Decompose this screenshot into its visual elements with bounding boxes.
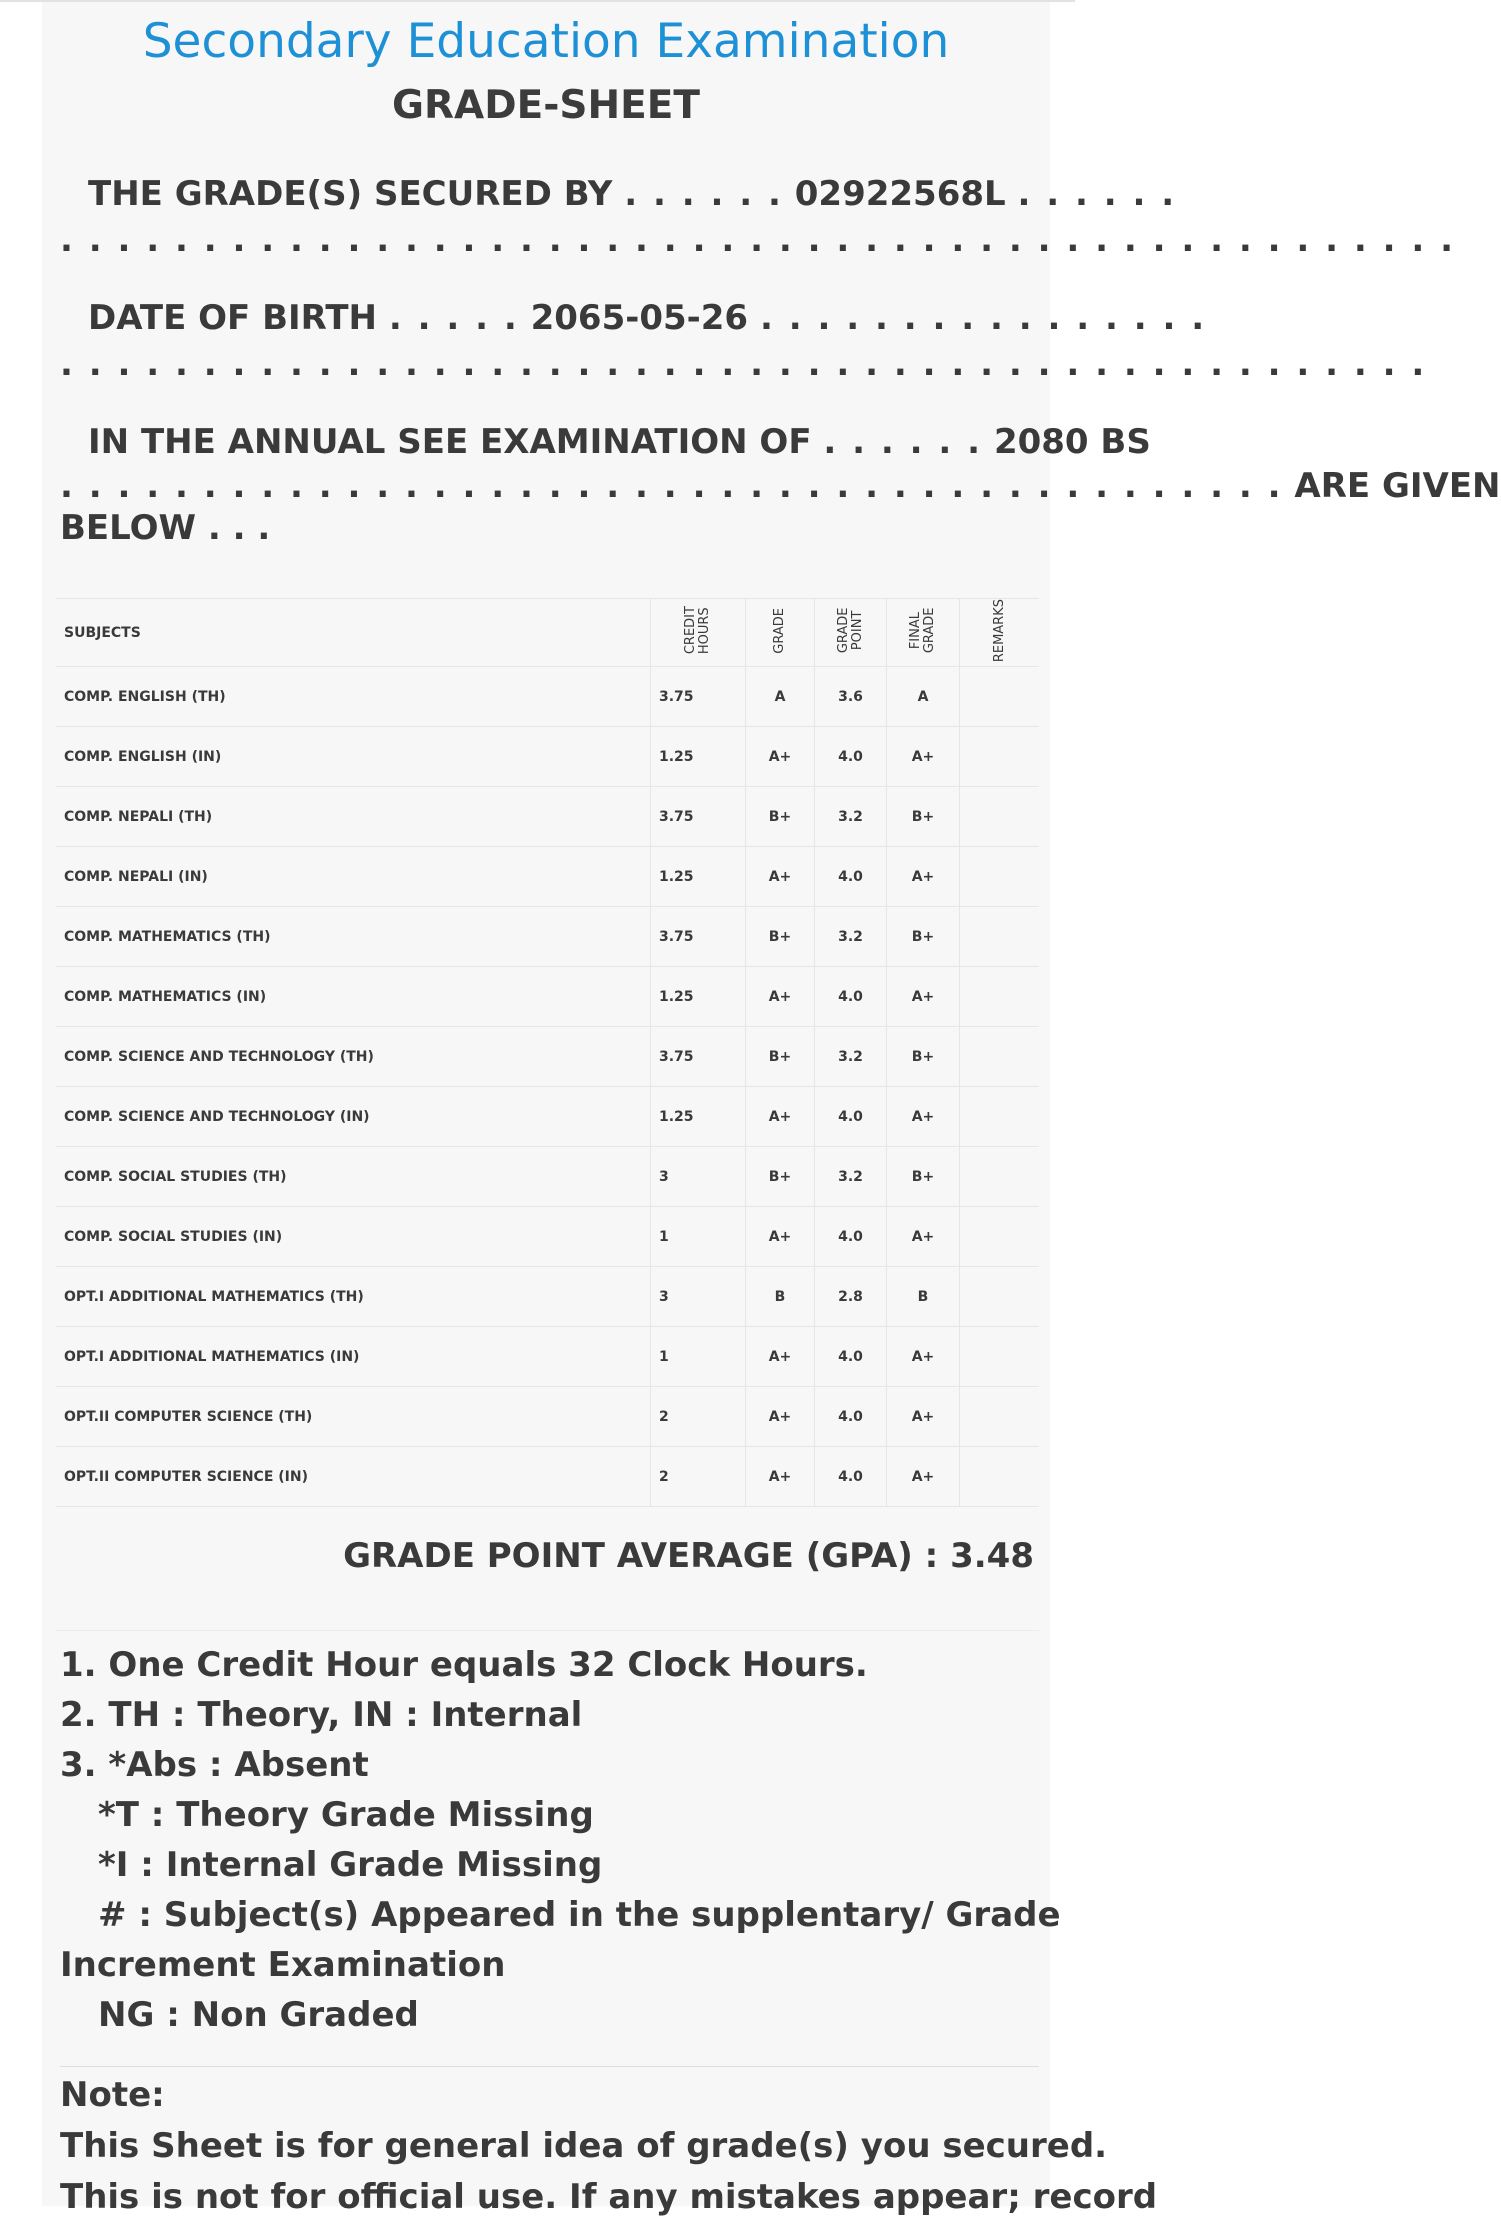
- credit-hours-header-label: CREDIT HOURS: [683, 606, 712, 655]
- remarks-cell: [960, 847, 1040, 907]
- grade-sheet-heading: GRADE-SHEET: [391, 83, 701, 128]
- table-row: [56, 1207, 1039, 1267]
- remarks-header-label: REMARKS: [991, 599, 1007, 663]
- note-item: 3. *Abs : Absent: [60, 1745, 369, 1785]
- subject-cell: COMP. ENGLISH (TH): [56, 667, 651, 727]
- subject-cell: COMP. MATHEMATICS (TH): [56, 907, 651, 967]
- final-grade-cell: B+: [887, 907, 960, 967]
- table-row: [56, 967, 1039, 1027]
- final-grade-cell: B+: [887, 787, 960, 847]
- credit-hours-cell: 1.25: [651, 967, 746, 1027]
- subject-cell: COMP. SOCIAL STUDIES (IN): [56, 1207, 651, 1267]
- grade-cell: A+: [746, 1327, 815, 1387]
- note-item: NG : Non Graded: [98, 1995, 419, 2035]
- exam-line: [88, 420, 1151, 464]
- remarks-header: [960, 599, 1040, 667]
- table-row: [56, 667, 1039, 727]
- exam-label: IN THE ANNUAL SEE EXAMINATION OF: [88, 422, 812, 462]
- subject-cell: OPT.I ADDITIONAL MATHEMATICS (TH): [56, 1267, 651, 1327]
- grade-point-cell: 4.0: [815, 727, 887, 787]
- subject-cell: COMP. SCIENCE AND TECHNOLOGY (TH): [56, 1027, 651, 1087]
- grade-cell: A+: [746, 1207, 815, 1267]
- grade-header-label: GRADE: [772, 607, 787, 654]
- dot-leader: . . . . . .: [1017, 174, 1177, 214]
- grade-cell: A+: [746, 1387, 815, 1447]
- final-grade-cell: A+: [887, 1207, 960, 1267]
- dob-label: DATE OF BIRTH: [88, 298, 377, 338]
- grade-point-cell: 3.2: [815, 1147, 887, 1207]
- exam-title: Secondary Education Examination: [142, 14, 950, 69]
- credit-hours-cell: 3.75: [651, 667, 746, 727]
- dot-leader: . . . . . .: [624, 174, 783, 214]
- subject-cell: OPT.II COMPUTER SCIENCE (TH): [56, 1387, 651, 1447]
- credit-hours-cell: 2: [651, 1447, 746, 1507]
- table-row: [56, 1267, 1039, 1327]
- grade-point-cell: 3.2: [815, 1027, 887, 1087]
- dot-leader: . . . . .: [388, 298, 519, 338]
- grade-cell: B: [746, 1267, 815, 1327]
- remarks-cell: [960, 967, 1040, 1027]
- grade-cell: A+: [746, 727, 815, 787]
- table-row: [56, 1027, 1039, 1087]
- grade-point-cell: 3.2: [815, 907, 887, 967]
- note-item: # : Subject(s) Appeared in the supplentary/ Grade: [98, 1895, 1061, 1935]
- divider: [56, 1630, 1039, 1631]
- note-item: *I : Internal Grade Missing: [98, 1845, 603, 1885]
- grade-point-cell: 2.8: [815, 1267, 887, 1327]
- credit-hours-cell: 3.75: [651, 907, 746, 967]
- dot-leader: . . . . . . . . . . . . . . . .: [759, 298, 1207, 338]
- final-grade-cell: A+: [887, 1327, 960, 1387]
- gpa-value: 3.48: [950, 1536, 1034, 1576]
- grade-cell: A: [746, 667, 815, 727]
- remarks-cell: [960, 1447, 1040, 1507]
- credit-hours-cell: 2: [651, 1387, 746, 1447]
- table-row: [56, 727, 1039, 787]
- final-grade-header-label: FINAL GRADE: [908, 607, 937, 654]
- credit-hours-cell: 1.25: [651, 847, 746, 907]
- remarks-cell: [960, 667, 1040, 727]
- subject-cell: OPT.II COMPUTER SCIENCE (IN): [56, 1447, 651, 1507]
- remarks-cell: [960, 1207, 1040, 1267]
- credit-hours-cell: 3: [651, 1147, 746, 1207]
- grade-point-cell: 4.0: [815, 1387, 887, 1447]
- final-grade-cell: B+: [887, 1027, 960, 1087]
- remarks-cell: [960, 1327, 1040, 1387]
- subjects-header: SUBJECTS: [56, 599, 651, 667]
- credit-hours-cell: 1: [651, 1207, 746, 1267]
- remarks-cell: [960, 1027, 1040, 1087]
- subject-cell: COMP. MATHEMATICS (IN): [56, 967, 651, 1027]
- exam-year: 2080 BS: [993, 422, 1151, 462]
- credit-hours-cell: 1.25: [651, 727, 746, 787]
- credit-hours-cell: 1.25: [651, 1087, 746, 1147]
- dot-leader-line: . . . . . . . . . . . . . . . . . . . . . . . . . . . . . . . . . . . . . . . . . . . . . . . . .: [60, 220, 1456, 260]
- are-given-text: ARE GIVEN: [1294, 466, 1501, 506]
- grade-cell: B+: [746, 1147, 815, 1207]
- note-item: *T : Theory Grade Missing: [98, 1795, 594, 1835]
- secured-by-line: [88, 172, 1176, 216]
- grade-cell: B+: [746, 1027, 815, 1087]
- grade-point-cell: 4.0: [815, 1087, 887, 1147]
- table-row: [56, 1387, 1039, 1447]
- dob-line: [88, 296, 1206, 340]
- dot-leader: . . . . . . . . . . . . . . . . . . . . . . . . . . . . . . . . . . . . . . . . . . .: [60, 466, 1283, 506]
- table-row: [56, 1447, 1039, 1507]
- grade-point-cell: 3.2: [815, 787, 887, 847]
- final-grade-cell: A+: [887, 1447, 960, 1507]
- remarks-cell: [960, 1387, 1040, 1447]
- grade-point-header: [815, 599, 887, 667]
- grade-cell: B+: [746, 787, 815, 847]
- disclaimer-line: This Sheet is for general idea of grade(s) you secured.: [60, 2126, 1108, 2166]
- grade-point-cell: 3.6: [815, 667, 887, 727]
- note-item: Increment Examination: [60, 1945, 506, 1985]
- gpa-line: [343, 1534, 1034, 1578]
- divider: [60, 2066, 1039, 2067]
- disclaimer: [60, 2070, 1158, 2223]
- grade-point-cell: 4.0: [815, 1447, 887, 1507]
- remarks-cell: [960, 907, 1040, 967]
- grade-cell: B+: [746, 907, 815, 967]
- table-header-row: [56, 599, 1039, 667]
- gpa-label: GRADE POINT AVERAGE (GPA) :: [343, 1536, 939, 1576]
- subject-cell: COMP. SCIENCE AND TECHNOLOGY (IN): [56, 1087, 651, 1147]
- credit-hours-cell: 3.75: [651, 787, 746, 847]
- subject-cell: COMP. NEPALI (IN): [56, 847, 651, 907]
- grade-header: [746, 599, 815, 667]
- remarks-cell: [960, 1147, 1040, 1207]
- subject-cell: COMP. NEPALI (TH): [56, 787, 651, 847]
- credit-hours-cell: 1: [651, 1327, 746, 1387]
- grades-table: [56, 598, 1039, 1507]
- credit-hours-cell: 3.75: [651, 1027, 746, 1087]
- final-grade-header: [887, 599, 960, 667]
- grade-point-cell: 4.0: [815, 967, 887, 1027]
- final-grade-cell: A+: [887, 1087, 960, 1147]
- final-grade-cell: B: [887, 1267, 960, 1327]
- note-item: 2. TH : Theory, IN : Internal: [60, 1695, 583, 1735]
- subject-cell: COMP. SOCIAL STUDIES (TH): [56, 1147, 651, 1207]
- remarks-cell: [960, 1267, 1040, 1327]
- disclaimer-heading: Note:: [60, 2075, 165, 2115]
- table-row: [56, 907, 1039, 967]
- remarks-cell: [960, 727, 1040, 787]
- exam-line-2: [60, 464, 1501, 508]
- final-grade-cell: A+: [887, 1387, 960, 1447]
- symbol-number: 02922568L: [794, 174, 1006, 214]
- grade-sheet-card: [42, 2, 1501, 2217]
- notes-list: [60, 1640, 1061, 2040]
- remarks-cell: [960, 787, 1040, 847]
- final-grade-cell: A: [887, 667, 960, 727]
- dot-leader: . . . . . .: [823, 422, 983, 462]
- table-row: [56, 1327, 1039, 1387]
- subject-cell: OPT.I ADDITIONAL MATHEMATICS (IN): [56, 1327, 651, 1387]
- grade-cell: A+: [746, 1447, 815, 1507]
- credit-hours-header: [651, 599, 746, 667]
- note-item: 1. One Credit Hour equals 32 Clock Hours.: [60, 1645, 868, 1685]
- final-grade-cell: B+: [887, 1147, 960, 1207]
- grade-point-cell: 4.0: [815, 1327, 887, 1387]
- table-row: [56, 1087, 1039, 1147]
- dob-value: 2065-05-26: [530, 298, 749, 338]
- grade-cell: A+: [746, 967, 815, 1027]
- final-grade-cell: A+: [887, 847, 960, 907]
- subject-cell: COMP. ENGLISH (IN): [56, 727, 651, 787]
- remarks-cell: [960, 1087, 1040, 1147]
- secured-by-label: THE GRADE(S) SECURED BY: [88, 174, 613, 214]
- final-grade-cell: A+: [887, 727, 960, 787]
- table-row: [56, 847, 1039, 907]
- grade-cell: A+: [746, 847, 815, 907]
- grade-point-header-label: GRADE POINT: [835, 607, 865, 654]
- grades-table-body: [56, 667, 1039, 1507]
- table-row: [56, 787, 1039, 847]
- grade-point-cell: 4.0: [815, 847, 887, 907]
- credit-hours-cell: 3: [651, 1267, 746, 1327]
- grade-cell: A+: [746, 1087, 815, 1147]
- grade-point-cell: 4.0: [815, 1207, 887, 1267]
- table-row: [56, 1147, 1039, 1207]
- below-text: BELOW . . .: [60, 508, 271, 548]
- dot-leader-line: . . . . . . . . . . . . . . . . . . . . . . . . . . . . . . . . . . . . . . . . . . . . . . . .: [60, 344, 1427, 384]
- disclaimer-line: This is not for official use. If any mistakes appear; record: [60, 2177, 1158, 2217]
- final-grade-cell: A+: [887, 967, 960, 1027]
